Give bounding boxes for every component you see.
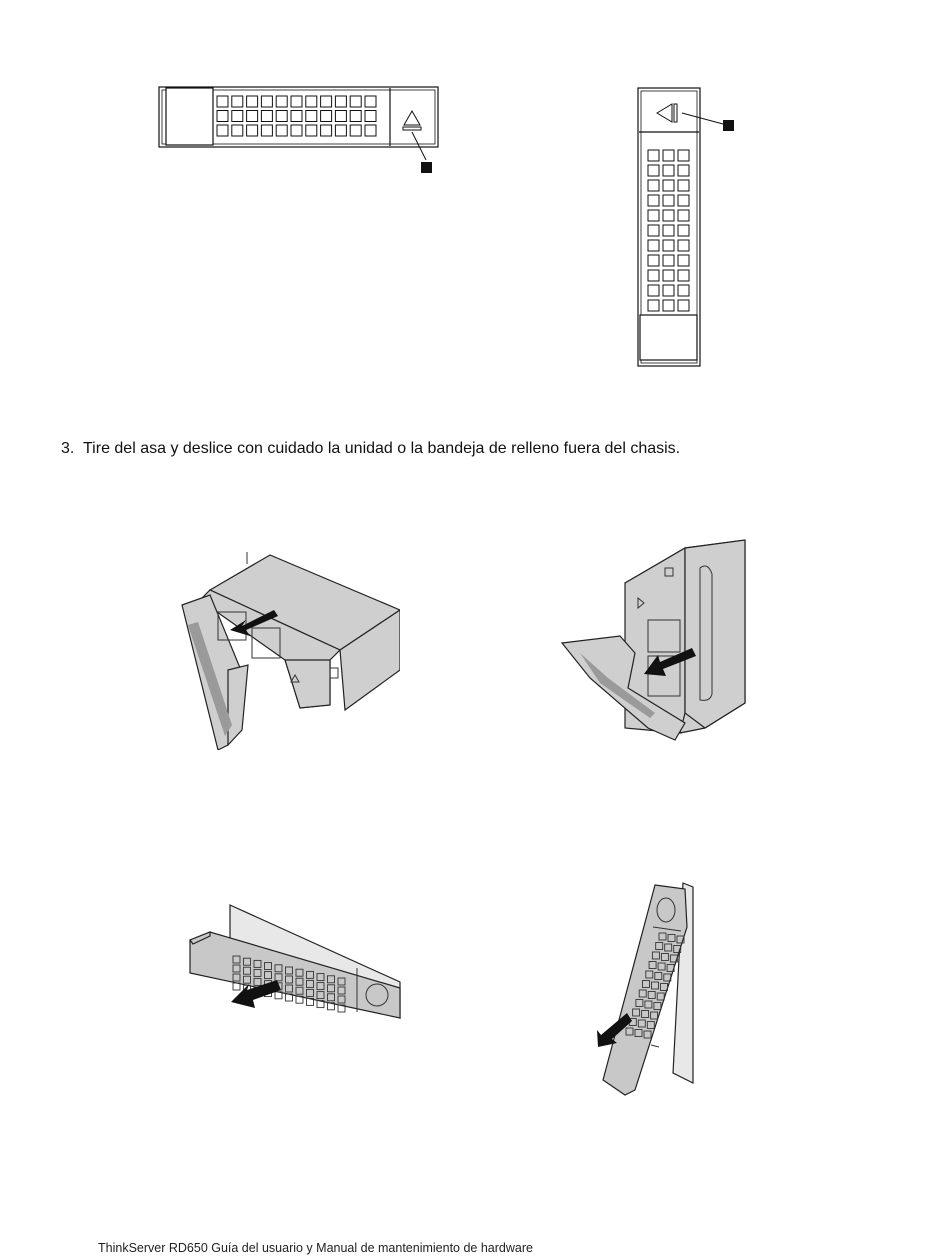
vertical-filler-removal-figure <box>595 875 705 1100</box>
vent-hole <box>365 111 376 122</box>
eject-icon <box>657 104 677 122</box>
vent-hole <box>648 180 659 191</box>
vent-hole <box>663 195 674 206</box>
page-footer: ThinkServer RD650 Guía del usuario y Manual de mantenimiento de hardware <box>98 1241 533 1255</box>
vent-hole <box>663 255 674 266</box>
vent-hole <box>648 255 659 266</box>
vent-hole <box>678 255 689 266</box>
vent-hole <box>648 300 659 311</box>
vent-hole <box>678 180 689 191</box>
instruction-step <box>61 439 881 459</box>
vent-hole <box>321 125 332 136</box>
vent-hole <box>648 240 659 251</box>
horizontal-filler-removal-figure <box>185 900 405 1025</box>
vent-hole <box>306 111 317 122</box>
vent-hole <box>350 125 361 136</box>
vent-hole <box>678 300 689 311</box>
vent-hole <box>678 270 689 281</box>
release-button-callout <box>723 120 734 131</box>
vent-hole <box>350 111 361 122</box>
vent-hole <box>663 225 674 236</box>
vent-hole <box>648 165 659 176</box>
vent-hole <box>232 125 243 136</box>
vent-hole <box>217 125 228 136</box>
vent-hole <box>648 285 659 296</box>
vent-hole <box>365 125 376 136</box>
vent-hole <box>276 96 287 107</box>
vent-hole <box>678 240 689 251</box>
vent-hole <box>663 150 674 161</box>
vent-hole <box>648 195 659 206</box>
vent-hole <box>335 96 346 107</box>
vent-hole <box>678 210 689 221</box>
vent-hole <box>232 111 243 122</box>
horizontal-drive-front-figure <box>150 80 450 180</box>
vertical-drive-removal-figure <box>560 528 760 743</box>
vent-hole <box>247 125 258 136</box>
vent-hole <box>306 96 317 107</box>
vent-hole <box>291 125 302 136</box>
step-number: 3. <box>61 440 75 457</box>
vent-hole <box>276 111 287 122</box>
vent-hole <box>648 210 659 221</box>
vent-hole <box>678 285 689 296</box>
vent-hole <box>321 96 332 107</box>
vent-hole <box>648 225 659 236</box>
vent-hole <box>678 195 689 206</box>
vent-hole <box>663 180 674 191</box>
vent-hole <box>306 125 317 136</box>
vent-hole <box>350 96 361 107</box>
vent-hole <box>261 125 272 136</box>
vent-hole <box>365 96 376 107</box>
vent-hole <box>648 270 659 281</box>
vent-hole <box>663 270 674 281</box>
vent-hole <box>648 150 659 161</box>
vent-hole <box>247 96 258 107</box>
vent-hole <box>663 285 674 296</box>
vent-hole <box>678 225 689 236</box>
vertical-drive-front-figure <box>630 80 750 380</box>
vent-hole <box>291 111 302 122</box>
vent-hole <box>678 150 689 161</box>
vent-hole <box>276 125 287 136</box>
vent-hole <box>321 111 332 122</box>
vent-hole <box>663 240 674 251</box>
vent-hole <box>247 111 258 122</box>
vent-hole <box>678 165 689 176</box>
vent-hole <box>663 210 674 221</box>
vent-hole <box>261 96 272 107</box>
release-button-callout <box>421 162 432 173</box>
vent-hole <box>335 111 346 122</box>
vent-hole <box>217 96 228 107</box>
vent-hole <box>217 111 228 122</box>
vent-hole <box>291 96 302 107</box>
step-text: Tire del asa y deslice con cuidado la unidad o la bandeja de relleno fuera del chasis. <box>83 440 681 457</box>
vent-hole <box>335 125 346 136</box>
vent-hole <box>663 165 674 176</box>
vent-hole <box>261 111 272 122</box>
horizontal-drive-removal-figure <box>170 540 400 750</box>
vent-hole <box>232 96 243 107</box>
vent-hole <box>663 300 674 311</box>
